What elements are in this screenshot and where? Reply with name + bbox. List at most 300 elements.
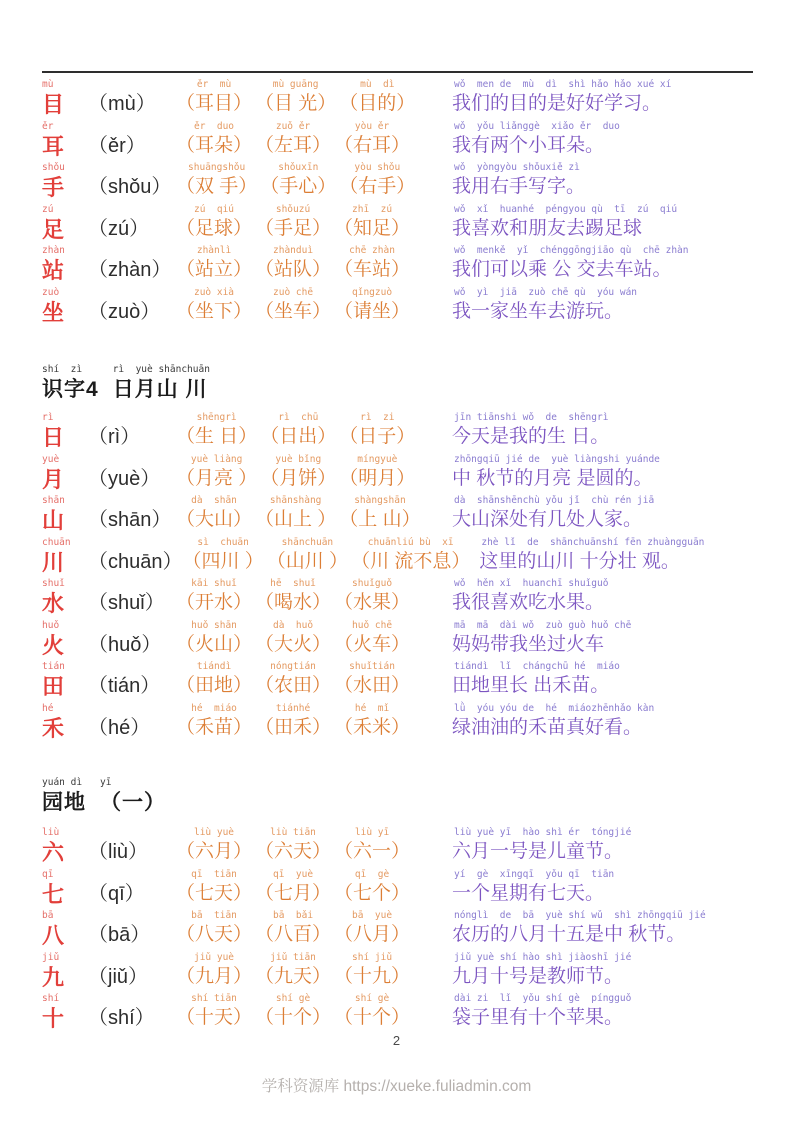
word-pinyin: zhànduì	[273, 245, 314, 256]
word-group	[255, 660, 331, 699]
word-group	[260, 453, 336, 492]
word-group	[255, 286, 331, 325]
sentence-text: 袋子里有十个苹果。	[452, 1007, 624, 1028]
pronunciation: （hé）	[88, 716, 151, 739]
word-list	[176, 411, 446, 450]
word-group	[176, 826, 252, 865]
word-pinyin: zuò xià	[193, 286, 235, 298]
pronunciation-cell	[88, 826, 176, 865]
character: 六	[42, 840, 65, 865]
word-text: （九天）	[255, 965, 332, 987]
word-list	[176, 909, 446, 948]
pronunciation: （qī）	[88, 882, 145, 905]
word-pinyin: zuò chē	[273, 286, 314, 298]
word-pinyin: yòu shǒu	[354, 162, 401, 173]
character-pinyin: huǒ	[42, 619, 60, 631]
pronunciation: （chuān）	[88, 550, 183, 573]
word-pinyin: dà shān	[191, 495, 237, 506]
word-group	[339, 453, 415, 492]
word-list	[176, 826, 446, 865]
pronunciation-cell	[88, 992, 176, 1031]
word-text: （九月）	[176, 965, 253, 987]
character-row	[42, 453, 753, 495]
sentence-pinyin: wǒ xǐ huanhé péngyou qù tī zú qiú	[454, 203, 678, 215]
character-row	[42, 286, 753, 328]
word-text: （火车）	[334, 633, 411, 655]
sentence-pinyin: wǒ hěn xǐ huanchī shuǐguǒ	[454, 578, 609, 589]
sentence-text: 田地里长 出禾苗。	[452, 675, 610, 696]
character: 山	[42, 508, 65, 533]
word-pinyin: nóngtián	[270, 661, 316, 672]
word-group	[255, 702, 331, 741]
word-pinyin: shēngrì	[196, 412, 237, 423]
word-pinyin: liù yī	[354, 827, 390, 838]
word-pinyin: shàngshān	[354, 495, 406, 506]
sentence-cell	[452, 909, 706, 948]
word-pinyin: shí jiǔ	[352, 951, 393, 963]
character: 田	[42, 674, 65, 699]
section-shenti-continuation	[42, 78, 753, 327]
word-group	[255, 619, 331, 658]
header-title: 园地	[42, 791, 86, 814]
word-group	[351, 536, 470, 575]
character: 川	[42, 549, 65, 575]
header-pinyin: yuán dì	[42, 777, 83, 788]
character-pinyin: mù	[42, 79, 54, 90]
sentence-cell	[452, 660, 620, 699]
sentence-text: 我们的目的是好好学习。	[452, 93, 662, 114]
sentence-pinyin: zhè lǐ de shānchuānshí fēn zhuàngguān	[481, 536, 705, 548]
pronunciation-cell	[88, 660, 176, 699]
word-group	[176, 660, 252, 699]
section-shizi4	[42, 363, 753, 743]
character-row	[42, 494, 753, 536]
word-group	[255, 78, 336, 117]
character-cell	[42, 660, 88, 700]
sentence-text: 我用右手写字。	[452, 176, 586, 197]
sentence-cell	[452, 161, 585, 200]
sentence-cell	[452, 826, 631, 865]
pronunciation-cell	[88, 619, 176, 658]
word-pinyin: zhànlì	[196, 245, 232, 256]
word-list	[176, 992, 446, 1031]
character-cell	[42, 286, 88, 326]
sentence-cell	[452, 453, 660, 492]
header-title: （一）	[100, 791, 166, 814]
sentence-cell	[452, 244, 689, 283]
word-group	[176, 494, 252, 533]
sentence-cell	[452, 992, 631, 1031]
character: 八	[42, 923, 65, 948]
character-row	[42, 909, 753, 951]
word-group	[176, 244, 252, 283]
word-group	[176, 203, 252, 242]
word-text: （站队）	[255, 259, 332, 280]
word-group	[183, 536, 264, 575]
word-list	[183, 536, 474, 575]
row-list	[42, 826, 753, 1034]
word-pinyin: shānshàng	[269, 495, 322, 506]
word-pinyin: shuǐguǒ	[352, 578, 393, 589]
word-group	[334, 702, 410, 741]
sentence-cell	[452, 120, 620, 159]
word-text: （站立）	[176, 259, 253, 280]
pronunciation-cell	[88, 78, 176, 117]
sentence-cell	[452, 702, 654, 741]
word-pinyin: kāi shuǐ	[191, 578, 237, 589]
word-group	[334, 951, 410, 990]
word-pinyin: sì chuān	[197, 536, 249, 548]
sentence-pinyin: dài zi lǐ yǒu shí gè píngguǒ	[454, 993, 632, 1004]
word-text: （坐车）	[255, 300, 332, 322]
character-pinyin: shān	[42, 495, 65, 506]
word-text: （田地）	[176, 675, 253, 696]
pronunciation: （shǒu）	[88, 176, 172, 198]
character: 月	[42, 466, 65, 492]
sentence-cell	[452, 78, 671, 117]
word-group	[255, 992, 331, 1031]
sentence-pinyin: lǜ yóu yóu de hé miáozhēnhǎo kàn	[454, 702, 655, 714]
sentence-pinyin: mā mā dài wǒ zuò guò huǒ chē	[454, 619, 632, 631]
word-text: （禾米）	[334, 716, 411, 738]
character-row	[42, 826, 753, 868]
character-cell	[42, 203, 88, 243]
word-pinyin: zú qiú	[193, 203, 235, 215]
pronunciation-cell	[88, 161, 176, 200]
character-pinyin: chuān	[42, 536, 71, 548]
word-pinyin: bā tiān	[191, 910, 237, 921]
header-title: 识字4	[42, 378, 99, 401]
sentence-text: 六月一号是儿童节。	[452, 841, 624, 862]
word-list	[176, 951, 446, 990]
pronunciation: （rì）	[88, 426, 141, 448]
word-text: （十天）	[176, 1007, 253, 1028]
word-text: （山上 ）	[255, 509, 337, 530]
sentence-pinyin: jiǔ yuè shí hào shì jiàoshī jié	[454, 951, 632, 963]
character: 手	[42, 175, 65, 200]
section-yuandi-1	[42, 776, 753, 1034]
character-pinyin: zhàn	[42, 245, 65, 256]
word-text: （知足）	[334, 217, 411, 239]
word-text: （手心）	[260, 176, 337, 197]
word-group	[176, 909, 252, 948]
word-text: （水田）	[334, 675, 411, 696]
word-group	[339, 161, 415, 200]
sentence-text: 我喜欢和朋友去踢足球	[452, 217, 643, 239]
word-list	[176, 660, 446, 699]
sentence-pinyin: liù yuè yī hào shì ér tóngjié	[454, 827, 632, 838]
word-pinyin: hé mǐ	[354, 702, 390, 714]
pronunciation: （yuè）	[88, 467, 161, 490]
header-pinyin: yī	[100, 777, 112, 788]
pronunciation: （zhàn）	[88, 259, 172, 281]
word-group	[176, 286, 252, 325]
pronunciation: （bā）	[88, 924, 151, 946]
word-list	[176, 494, 446, 533]
word-group	[255, 494, 336, 533]
character-cell	[42, 951, 88, 991]
sentence-cell	[479, 536, 704, 575]
word-group	[334, 244, 410, 283]
pronunciation-cell	[88, 453, 176, 492]
character-pinyin: bā	[42, 910, 54, 921]
word-group	[260, 161, 336, 200]
word-text: （禾苗）	[176, 716, 253, 738]
sentence-pinyin: zhōngqiū jié de yuè liàngshi yuánde	[454, 453, 660, 465]
word-list	[176, 577, 446, 616]
sentence-text: 今天是我的生 日。	[452, 426, 610, 447]
sentence-cell	[452, 411, 609, 450]
sentence-text: 中 秋节的月亮 是圆的。	[452, 467, 653, 489]
pronunciation: （ěr）	[88, 134, 146, 157]
word-text: （耳目）	[176, 93, 253, 114]
header-part	[42, 776, 86, 817]
pronunciation-cell	[88, 951, 176, 990]
sentence-text: 一个星期有七天。	[452, 882, 605, 904]
word-text: （喝水）	[255, 592, 332, 613]
character-pinyin: zú	[42, 203, 54, 215]
sentence-text: 这里的山川 十分壮 观。	[479, 550, 680, 572]
word-text: （明月）	[339, 467, 416, 489]
word-text: （水果）	[334, 592, 411, 613]
word-pinyin: dà huǒ	[273, 619, 314, 631]
sentence-pinyin: wǒ yǒu liǎnggè xiǎo ěr duo	[454, 120, 620, 132]
word-text: （上 山）	[339, 509, 421, 530]
page-number: 2	[392, 1033, 401, 1048]
header-part	[42, 363, 99, 404]
word-pinyin: jiǔ tiān	[270, 951, 316, 963]
character: 水	[42, 591, 65, 616]
word-pinyin: rì chū	[278, 412, 319, 423]
character-cell	[42, 494, 88, 534]
word-text: （坐下）	[176, 300, 253, 322]
word-text: （六天）	[255, 841, 332, 862]
sentence-cell	[452, 619, 631, 658]
word-group	[334, 619, 410, 658]
word-text: （十九）	[334, 965, 411, 987]
word-group	[176, 161, 257, 200]
sentence-cell	[452, 577, 608, 616]
character: 耳	[42, 133, 65, 159]
word-text: （左耳）	[255, 134, 332, 156]
word-text: （请坐）	[334, 300, 411, 322]
character-row	[42, 660, 753, 702]
character-pinyin: liù	[42, 827, 60, 838]
header-part	[113, 363, 210, 404]
sentence-cell	[452, 494, 654, 533]
word-group	[339, 78, 415, 117]
word-group	[334, 992, 410, 1031]
word-group	[255, 826, 331, 865]
row-list	[42, 78, 753, 327]
word-text: （手足）	[255, 217, 332, 239]
word-group	[176, 577, 252, 616]
sentence-pinyin: nónglì de bā yuè shí wǔ shì zhōngqiū jié	[454, 910, 706, 921]
word-pinyin: qī yuè	[273, 868, 314, 880]
sentence-text: 农历的八月十五是中 秋节。	[452, 924, 686, 945]
character-cell	[42, 244, 88, 284]
pronunciation-cell	[88, 411, 176, 450]
pronunciation-cell	[88, 494, 176, 533]
sentence-pinyin: wǒ yòngyòu shǒuxiě zì	[454, 162, 580, 173]
sentence-text: 大山深处有几处人家。	[452, 509, 643, 530]
character-cell	[42, 536, 88, 576]
word-group	[339, 494, 420, 533]
sentence-pinyin: dà shānshēnchù yǒu jǐ chù rén jiā	[454, 495, 655, 506]
word-pinyin: yuè bǐng	[275, 453, 322, 465]
character: 十	[42, 1006, 65, 1031]
word-list	[176, 702, 446, 741]
character: 禾	[42, 715, 65, 741]
word-text: （右耳）	[334, 134, 411, 156]
character-cell	[42, 826, 88, 866]
word-group	[176, 868, 252, 907]
pronunciation: （shuǐ）	[88, 592, 165, 614]
character-row	[42, 619, 753, 661]
word-pinyin: shí gè	[354, 993, 390, 1004]
word-group	[339, 411, 415, 450]
word-list	[176, 203, 446, 242]
character-row	[42, 161, 753, 203]
sentence-cell	[452, 951, 631, 990]
word-text: （目的）	[339, 93, 416, 114]
word-pinyin: chē zhàn	[349, 245, 395, 256]
pronunciation-cell	[88, 286, 176, 325]
word-pinyin: shuǐtián	[349, 661, 395, 672]
word-text: （八天）	[176, 924, 253, 945]
character-cell	[42, 577, 88, 617]
character-row	[42, 78, 753, 120]
character: 日	[42, 425, 65, 450]
word-group	[267, 536, 348, 575]
character-row	[42, 203, 753, 245]
character-cell	[42, 411, 88, 451]
sentence-pinyin: wǒ men de mù dì shì hǎo hǎo xué xí	[454, 79, 672, 90]
word-text: （七天）	[176, 882, 253, 904]
word-text: （右手）	[339, 176, 416, 197]
character-pinyin: yuè	[42, 453, 60, 465]
word-pinyin: shānchuān	[281, 536, 334, 548]
character-pinyin: qī	[42, 868, 54, 880]
word-pinyin: shǒuxīn	[278, 162, 319, 173]
header-title: 日月山 川	[112, 378, 208, 401]
word-group	[334, 660, 410, 699]
header-pinyin: rì yuè shānchuān	[112, 364, 210, 375]
word-pinyin: jiǔ yuè	[193, 951, 235, 963]
pronunciation: （zuò）	[88, 300, 161, 323]
word-pinyin: huǒ chē	[352, 619, 393, 631]
word-group	[334, 577, 410, 616]
character: 火	[42, 632, 65, 658]
word-group	[255, 244, 331, 283]
character-pinyin: shǒu	[42, 162, 65, 173]
footer-text: 学科资源库 https://xueke.fuliadmin.com	[261, 1078, 532, 1095]
word-pinyin: liù tiān	[270, 827, 316, 838]
word-text: （八月）	[334, 924, 411, 945]
character-pinyin: shuǐ	[42, 578, 65, 589]
word-group	[334, 909, 410, 948]
word-text: （农田）	[255, 675, 332, 696]
pronunciation-cell	[88, 577, 176, 616]
character-row	[42, 120, 753, 162]
sentence-pinyin: wǒ yì jiā zuò chē qù yóu wán	[454, 286, 638, 298]
word-pinyin: bā yuè	[352, 910, 393, 921]
pronunciation: （shān）	[88, 509, 172, 531]
character: 足	[42, 216, 65, 242]
sentence-cell	[452, 286, 637, 325]
sentence-text: 我一家坐车去游玩。	[452, 300, 624, 322]
word-group	[334, 203, 410, 242]
word-text: （火山）	[176, 633, 253, 655]
pronunciation-cell	[88, 120, 176, 159]
word-list	[176, 619, 446, 658]
character-cell	[42, 909, 88, 949]
word-group	[334, 120, 410, 159]
pronunciation: （mù）	[88, 93, 156, 115]
word-text: （月亮 ）	[176, 467, 258, 489]
word-group	[176, 120, 252, 159]
word-text: （六月）	[176, 841, 253, 862]
word-list	[176, 286, 446, 325]
word-group	[255, 909, 331, 948]
character-row	[42, 951, 753, 993]
word-pinyin: rì zi	[360, 412, 395, 423]
pronunciation: （zú）	[88, 217, 150, 240]
word-pinyin: hē shuǐ	[270, 578, 316, 589]
word-pinyin: ěr duo	[193, 120, 235, 132]
word-group	[255, 577, 331, 616]
sentence-text: 绿油油的禾苗真好看。	[452, 716, 643, 738]
character-cell	[42, 992, 88, 1032]
character-pinyin: tián	[42, 661, 65, 672]
word-group	[255, 203, 331, 242]
word-text: （大山）	[176, 509, 253, 530]
word-text: （山川 ）	[266, 550, 349, 572]
pronunciation-cell	[88, 536, 183, 575]
word-text: （六一）	[334, 841, 411, 862]
word-pinyin: zuǒ ěr	[275, 120, 311, 132]
word-pinyin: yuè liàng	[190, 453, 243, 465]
word-pinyin: mù guāng	[272, 79, 319, 90]
word-text: （七个）	[334, 882, 411, 904]
word-pinyin: zhī zú	[352, 203, 393, 215]
character-pinyin: rì	[42, 412, 54, 423]
character-pinyin: zuò	[42, 286, 60, 298]
word-pinyin: tiándì	[196, 661, 232, 672]
word-text: （大火）	[255, 633, 332, 655]
word-group	[334, 826, 410, 865]
word-group	[176, 619, 252, 658]
character-cell	[42, 868, 88, 908]
character-row	[42, 536, 753, 578]
word-pinyin: hé miáo	[191, 702, 237, 714]
word-pinyin: shí gè	[275, 993, 311, 1004]
word-pinyin: qǐngzuò	[352, 286, 393, 298]
character-cell	[42, 619, 88, 659]
character-cell	[42, 161, 88, 201]
word-text: （七月）	[255, 882, 332, 904]
character: 七	[42, 881, 65, 907]
word-text: （十个）	[334, 1007, 411, 1028]
character-pinyin: hé	[42, 702, 54, 714]
word-group	[176, 951, 252, 990]
character-row	[42, 577, 753, 619]
word-pinyin: shǒuzú	[275, 203, 311, 215]
word-group	[255, 120, 331, 159]
pronunciation: （tián）	[88, 675, 161, 697]
character-row	[42, 992, 753, 1034]
word-list	[176, 120, 446, 159]
